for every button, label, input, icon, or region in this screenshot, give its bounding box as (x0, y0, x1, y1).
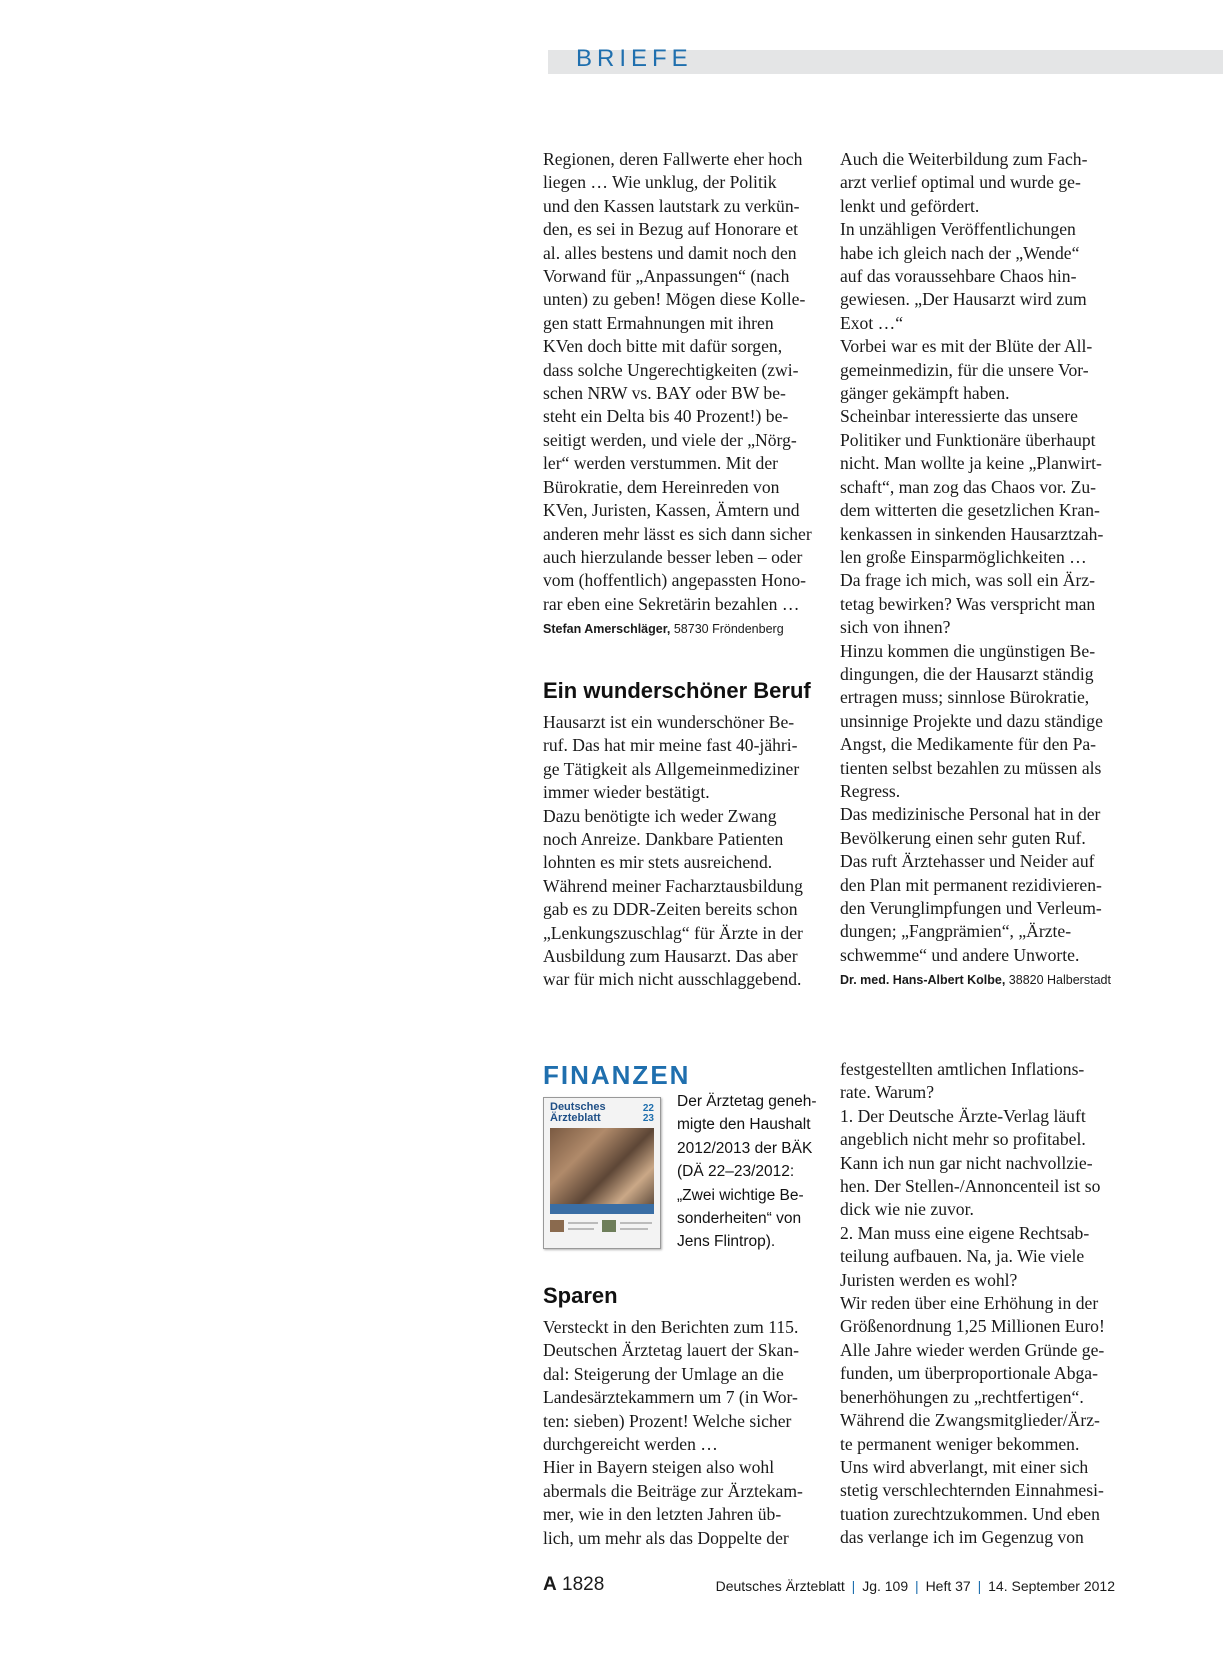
text-line: ler“ werden verstummen. Mit der (543, 453, 778, 474)
footer-journal: Deutsches Ärzteblatt (715, 1578, 845, 1594)
teaser-line: 2012/2013 der BÄK (677, 1139, 813, 1157)
letter1-column (543, 148, 812, 640)
footer-info (716, 1578, 1115, 1594)
text-line: Auch die Weiterbildung zum Fach- (840, 149, 1088, 169)
text-line: teilung aufbauen. Na, ja. Wie viele (840, 1246, 1085, 1267)
footer-separator: | (915, 1578, 919, 1594)
text-line: KVen doch bitte mit dafür sorgen, (543, 336, 783, 357)
text-line: schaft“, man zog das Chaos vor. Zu- (840, 476, 1097, 497)
cover-strip (550, 1204, 654, 1214)
text-line: gen statt Ermahnungen mit ihren (543, 312, 774, 333)
text-line: 2. Man muss eine eigene Rechtsab- (840, 1222, 1090, 1243)
cover-issue (643, 1104, 654, 1124)
cover-issue-line2: 23 (642, 1113, 654, 1124)
rubric-finanzen: FINANZEN (543, 1060, 691, 1090)
section-title: BRIEFE (576, 45, 693, 72)
text-line: Angst, die Medikamente für den Pa- (840, 734, 1097, 755)
text-line: durchgereicht werden … (543, 1434, 718, 1455)
text-line: Regionen, deren Fallwerte eher hoch (543, 149, 803, 169)
footer-date: 14. September 2012 (988, 1578, 1115, 1594)
cover-title (550, 1102, 606, 1124)
text-line: ruf. Das hat mir meine fast 40-jähri- (543, 735, 798, 756)
footer-separator: | (977, 1578, 982, 1594)
text-line: Größenordnung 1,25 Millionen Euro! (840, 1316, 1105, 1337)
sparen-column-left (543, 1316, 803, 1550)
cover-thumbnail (602, 1220, 616, 1232)
text-line: dungen; „Fangprämien“, „Ärzte- (840, 921, 1072, 942)
text-line: dal: Steigerung der Umlage an die (543, 1363, 784, 1384)
text-line: Vorbei war es mit der Blüte der All- (840, 336, 1093, 357)
text-line: den Plan mit permanent rezidivieren- (840, 874, 1102, 895)
text-line: unten) zu geben! Mögen diese Kolle- (543, 289, 806, 310)
cover-issue-line1: 22 (642, 1103, 654, 1114)
footer-separator: | (851, 1578, 856, 1594)
cover-thumbnail (550, 1220, 564, 1232)
text-line: In unzähligen Veröffentlichungen (840, 219, 1076, 240)
cover-photo (550, 1128, 654, 1214)
text-line: Dazu benötigte ich weder Zwang (543, 805, 777, 826)
text-line: lenkt und gefördert. (840, 195, 980, 216)
text-line: Landesärztekammern um 7 (in Wor- (543, 1387, 798, 1408)
text-line: Deutschen Ärztetag lauert der Skan- (543, 1340, 799, 1361)
text-line: Ausbildung zum Hausarzt. Das aber (543, 946, 798, 967)
footer-volume: Jg. 109 (862, 1578, 909, 1594)
text-line: te permanent weniger bekommen. (840, 1433, 1080, 1454)
text-line: Exot …“ (840, 312, 904, 333)
text-line: stetig verschlechternden Einnahmesi- (840, 1480, 1104, 1501)
text-line: seitigt werden, und viele der „Nörg- (543, 429, 797, 450)
text-line: steht ein Delta bis 40 Prozent!) be- (543, 406, 789, 427)
text-line: Kann ich nun gar nicht nachvollzie- (840, 1152, 1093, 1173)
text-line: abermals die Beiträge zur Ärztekam- (543, 1480, 803, 1501)
text-line: al. alles bestens und damit noch den (543, 242, 797, 263)
text-line: arzt verlief optimal und wurde ge- (840, 172, 1081, 193)
page-number (543, 1574, 604, 1596)
text-line: rar eben eine Sekretärin bezahlen … (543, 593, 800, 614)
cover-title-line1: Deutsches (550, 1101, 606, 1113)
text-line: gab es zu DDR-Zeiten bereits schon (543, 899, 798, 920)
page-prefix: A (543, 1574, 557, 1595)
text-line: tuation zurechtzukommen. Und eben (840, 1503, 1100, 1524)
text-line: noch Anreize. Dankbare Patienten (543, 829, 784, 850)
text-line: Hier in Bayern steigen also wohl (543, 1457, 775, 1478)
text-line: Während meiner Facharztausbildung (543, 875, 803, 896)
text-line: lich, um mehr als das Doppelte der (543, 1527, 789, 1548)
text-line: ertragen muss; sinnlose Bürokratie, (840, 687, 1090, 708)
teaser-line: sonderheiten“ von (677, 1210, 802, 1228)
text-line: immer wieder bestätigt. (543, 782, 710, 803)
text-line: Versteckt in den Berichten zum 115. (543, 1317, 799, 1337)
text-line: auf das voraussehbare Chaos hin- (840, 266, 1077, 287)
author-signature (543, 618, 812, 640)
teaser-line: Jens Flintrop). (677, 1233, 776, 1251)
text-line: dick wie nie zuvor. (840, 1199, 974, 1220)
text-line: den Verunglimpfungen und Verleum- (840, 898, 1102, 918)
text-line: Vorwand für „Anpassungen“ (nach (543, 266, 790, 287)
author-signature (840, 969, 1111, 991)
cover-text-line (620, 1222, 652, 1224)
letter2-column-right (840, 148, 1111, 991)
author-name: Dr. med. Hans-Albert Kolbe, (840, 973, 1006, 988)
text-line: gewiesen. „Der Hausarzt wird zum (840, 289, 1087, 310)
letter2-headline: Ein wunderschöner Beruf (543, 678, 811, 703)
text-line: rate. Warum? (840, 1082, 934, 1103)
finanzen-teaser (677, 1090, 817, 1254)
text-line: KVen, Juristen, Kassen, Ämtern und (543, 500, 800, 521)
text-line: Scheinbar interessierte das unsere (840, 406, 1078, 427)
footer-issue: Heft 37 (925, 1578, 971, 1594)
cover-text-line (620, 1228, 648, 1230)
text-line: festgestellten amtlichen Inflations- (840, 1059, 1085, 1079)
text-line: Da frage ich mich, was soll ein Ärz- (840, 570, 1096, 591)
text-line: ten: sieben) Prozent! Welche sicher (543, 1410, 792, 1431)
text-line: dingungen, die der Hausarzt ständig (840, 663, 1094, 684)
text-line: Bürokratie, dem Hereinreden von (543, 476, 780, 497)
text-line: angeblich nicht mehr so profitabel. (840, 1129, 1086, 1150)
text-line: Uns wird abverlangt, mit einer sich (840, 1456, 1089, 1477)
text-line: tienten selbst bezahlen zu müssen als (840, 757, 1102, 778)
text-line: kenkassen in sinkenden Hausarztzah- (840, 523, 1104, 544)
text-line: anderen mehr lässt es sich dann sicher (543, 523, 812, 544)
text-line: Während die Zwangsmitglieder/Ärz- (840, 1410, 1100, 1431)
text-line: Das ruft Ärztehasser und Neider auf (840, 851, 1095, 872)
text-line: gänger gekämpft haben. (840, 383, 1010, 404)
sparen-headline: Sparen (543, 1283, 618, 1308)
text-line: vom (hoffentlich) angepassten Hono- (543, 570, 807, 591)
text-line: 1. Der Deutsche Ärzte-Verlag läuft (840, 1105, 1086, 1126)
magazine-cover-image (543, 1097, 661, 1249)
text-line: Alle Jahre wieder werden Gründe ge- (840, 1339, 1105, 1360)
author-name: Stefan Amerschläger, (543, 622, 671, 637)
letter2-column-left (543, 711, 803, 992)
text-line: Bevölkerung einen sehr guten Ruf. (840, 827, 1086, 848)
text-line: Hinzu kommen die ungünstigen Be- (840, 640, 1096, 661)
page-number-value: 1828 (556, 1574, 605, 1595)
text-line: gemeinmedizin, für die unsere Vor- (840, 359, 1089, 380)
teaser-line: „Zwei wichtige Be- (677, 1186, 804, 1204)
text-line: len große Einsparmöglichkeiten … (840, 546, 1087, 567)
cover-title-line2: Ärzteblatt (550, 1112, 601, 1124)
text-line: Regress. (840, 780, 901, 801)
text-line: nicht. Man wollte ja keine „Planwirt- (840, 453, 1102, 474)
text-line: dass solche Ungerechtigkeiten (zwi- (543, 359, 799, 380)
author-place: 58730 Fröndenberg (670, 622, 784, 637)
text-line: Das medizinische Personal hat in der (840, 804, 1101, 825)
text-line: „Lenkungszuschlag“ für Ärzte in der (543, 922, 803, 943)
text-line: funden, um überproportionale Abga- (840, 1363, 1098, 1384)
text-line: hen. Der Stellen-/Annoncenteil ist so (840, 1176, 1101, 1197)
text-line: benerhöhungen zu „rechtfertigen“. (840, 1386, 1084, 1407)
text-line: Wir reden über eine Erhöhung in der (840, 1293, 1099, 1314)
text-line: war für mich nicht ausschlaggebend. (543, 969, 802, 990)
text-line: Hausarzt ist ein wunderschöner Be- (543, 712, 795, 732)
text-line: das verlange ich im Gegenzug von (840, 1527, 1084, 1548)
text-line: ge Tätigkeit als Allgemeinmediziner (543, 758, 800, 779)
text-line: schen NRW vs. BAY oder BW be- (543, 383, 786, 404)
text-line: mer, wie in den letzten Jahren üb- (543, 1504, 782, 1525)
teaser-line: migte den Haushalt (677, 1116, 811, 1134)
cover-text-line (568, 1222, 598, 1224)
text-line: lohnten es mir stets ausreichend. (543, 852, 773, 873)
teaser-line: Der Ärztetag geneh- (677, 1093, 817, 1110)
text-line: liegen … Wie unklug, der Politik (543, 172, 777, 193)
text-line: unsinnige Projekte und dazu ständige (840, 710, 1103, 731)
text-line: den, es sei in Bezug auf Honorare et (543, 219, 799, 240)
cover-text-line (568, 1228, 594, 1230)
text-line: tetag bewirken? Was verspricht man (840, 593, 1096, 614)
text-line: dem witterten die gesetzlichen Kran- (840, 500, 1100, 521)
sparen-column-right (840, 1058, 1105, 1550)
text-line: sich von ihnen? (840, 617, 951, 638)
text-line: habe ich gleich nach der „Wende“ (840, 242, 1080, 263)
text-line: und den Kassen lautstark zu verkün- (543, 195, 800, 216)
text-line: Politiker und Funktionäre überhaupt (840, 429, 1096, 450)
teaser-line: (DÄ 22–23/2012: (677, 1163, 795, 1181)
text-line: auch hierzulande besser leben – oder (543, 546, 803, 567)
text-line: Juristen werden es wohl? (840, 1269, 1018, 1290)
text-line: schwemme“ und andere Unworte. (840, 944, 1080, 965)
author-place: 38820 Halberstadt (1005, 973, 1111, 988)
